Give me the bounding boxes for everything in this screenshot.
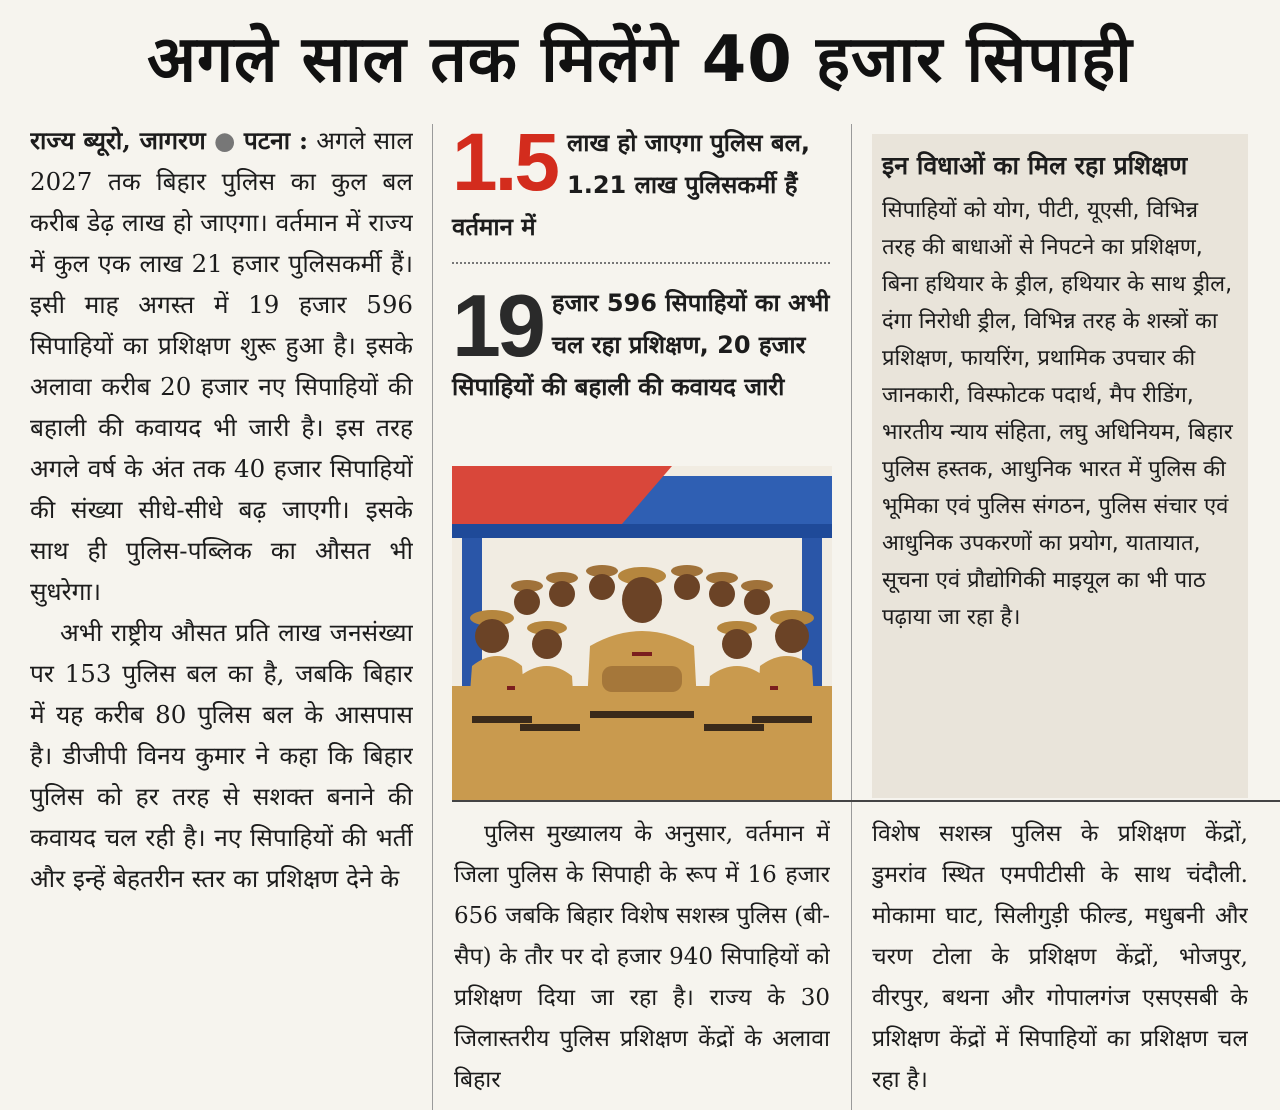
dateline: राज्य ब्यूरो, जागरण	[30, 126, 206, 155]
left-paragraph-2: अभी राष्ट्रीय औसत प्रति लाख जनसंख्या पर 153 पुलिस बल का है, जबकि बिहार में यह करीब 80 पुलिस बल के आसपास है। डीजीपी विनय कुमार ने कहा कि बिहार पुलिस को हर तरह से सशक्त बनाने की कवायद चल रही है। नए सिपाहियों की भर्ती और इन्हें बेहतरीन स्तर का प्रशिक्षण देने के	[30, 618, 413, 893]
column-divider-right	[851, 124, 852, 1110]
right-column	[872, 814, 1248, 1110]
bullet-icon: ●	[213, 126, 236, 155]
training-sidebar	[872, 134, 1248, 798]
sidebar-title: इन विधाओं का मिल रहा प्रशिक्षण	[882, 151, 1188, 180]
highlight-stat-1	[452, 117, 830, 248]
column-divider-left	[432, 124, 433, 1110]
highlight-stat-2	[452, 276, 830, 408]
left-paragraph-1-text: अगले साल 2027 तक बिहार पुलिस का कुल बल करीब डेढ़ लाख हो जाएगा। वर्तमान में राज्य में कुल एक लाख 21 हजार पुलिसकर्मी हैं। इसी माह अगस्त में 19 हजार 596 सिपाहियों का प्रशिक्षण शुरू हुआ है। इसके अलावा करीब 20 हजार नए सिपाहियों की बहाली की कवायद भी जारी है। इस तरह अगले वर्ष के अंत तक 40 हजार सिपाहियों की संख्या सीधे-सीधे बढ़ जाएगी। इसके साथ ही पुलिस-पब्लिक का औसत भी सुधरेगा।	[30, 126, 413, 606]
highlight-number-2: 19	[452, 276, 542, 375]
headline: अगले साल तक मिलेंगे 40 हजार सिपाही	[147, 22, 1133, 97]
right-column-text: विशेष सशस्त्र पुलिस के प्रशिक्षण केंद्रों, डुमरांव स्थित एमपीटीसी के साथ चंदौली. मोकामा घाट, सिलीगुड़ी फील्ड, मधुबनी और चरण टोला के प्रशिक्षण केंद्रों, भोजपुर, वीरपुर, बथना और गोपालगंज एसएसबी के प्रशिक्षण केंद्रों में सिपाहियों का प्रशिक्षण चल रहा है।	[872, 821, 1248, 1093]
dotted-divider	[452, 262, 830, 264]
left-paragraph-1	[30, 120, 413, 612]
left-column	[30, 120, 413, 1110]
highlight-number-1: 1.5	[452, 117, 557, 208]
police-illustration	[452, 466, 832, 800]
horizontal-divider	[452, 800, 1280, 802]
highlight-text-1: लाख हो जाएगा पुलिस बल, 1.21 लाख पुलिसकर्मी हैं वर्तमान में	[452, 129, 810, 241]
sidebar-body: सिपाहियों को योग, पीटी, यूएसी, विभिन्न तरह की बाधाओं से निपटने का प्रशिक्षण, बिना हथियार के ड्रील, हथियार के साथ ड्रील, दंगा निरोधी ड्रील, विभिन्न तरह के शस्त्रों का प्रशिक्षण, फायरिंग, प्रथामिक उपचार की जानकारी, विस्फोटक पदार्थ, मैप रीडिंग, भारतीय न्याय संहिता, लघु अधिनियम, बिहार पुलिस हस्तक, आधुनिक भारत में पुलिस की भूमिका एवं पुलिस संगठन, पुलिस संचार एवं आधुनिक उपकरणों का प्रयोग, यातायात, सूचना एवं प्रौद्योगिकी माइयूल का भी पाठ पढ़ाया जा रहा है।	[882, 198, 1233, 630]
police-group-image	[452, 466, 832, 800]
city-dateline: पटना :	[243, 126, 309, 155]
middle-column	[454, 814, 830, 1110]
highlight-text-2: हजार 596 सिपाहियों का अभी चल रहा प्रशिक्षण, 20 हजार सिपाहियों की बहाली की कवायद जारी	[452, 289, 830, 401]
middle-column-text: पुलिस मुख्यालय के अनुसार, वर्तमान में जिला पुलिस के सिपाही के रूप में 16 हजार 656 जबकि बिहार विशेष सशस्त्र पुलिस (बी-सैप) के तौर पर दो हजार 940 सिपाहियों को प्रशिक्षण दिया जा रहा है। राज्य के 30 जिलास्तरीय पुलिस प्रशिक्षण केंद्रों के अलावा बिहार	[454, 821, 830, 1093]
